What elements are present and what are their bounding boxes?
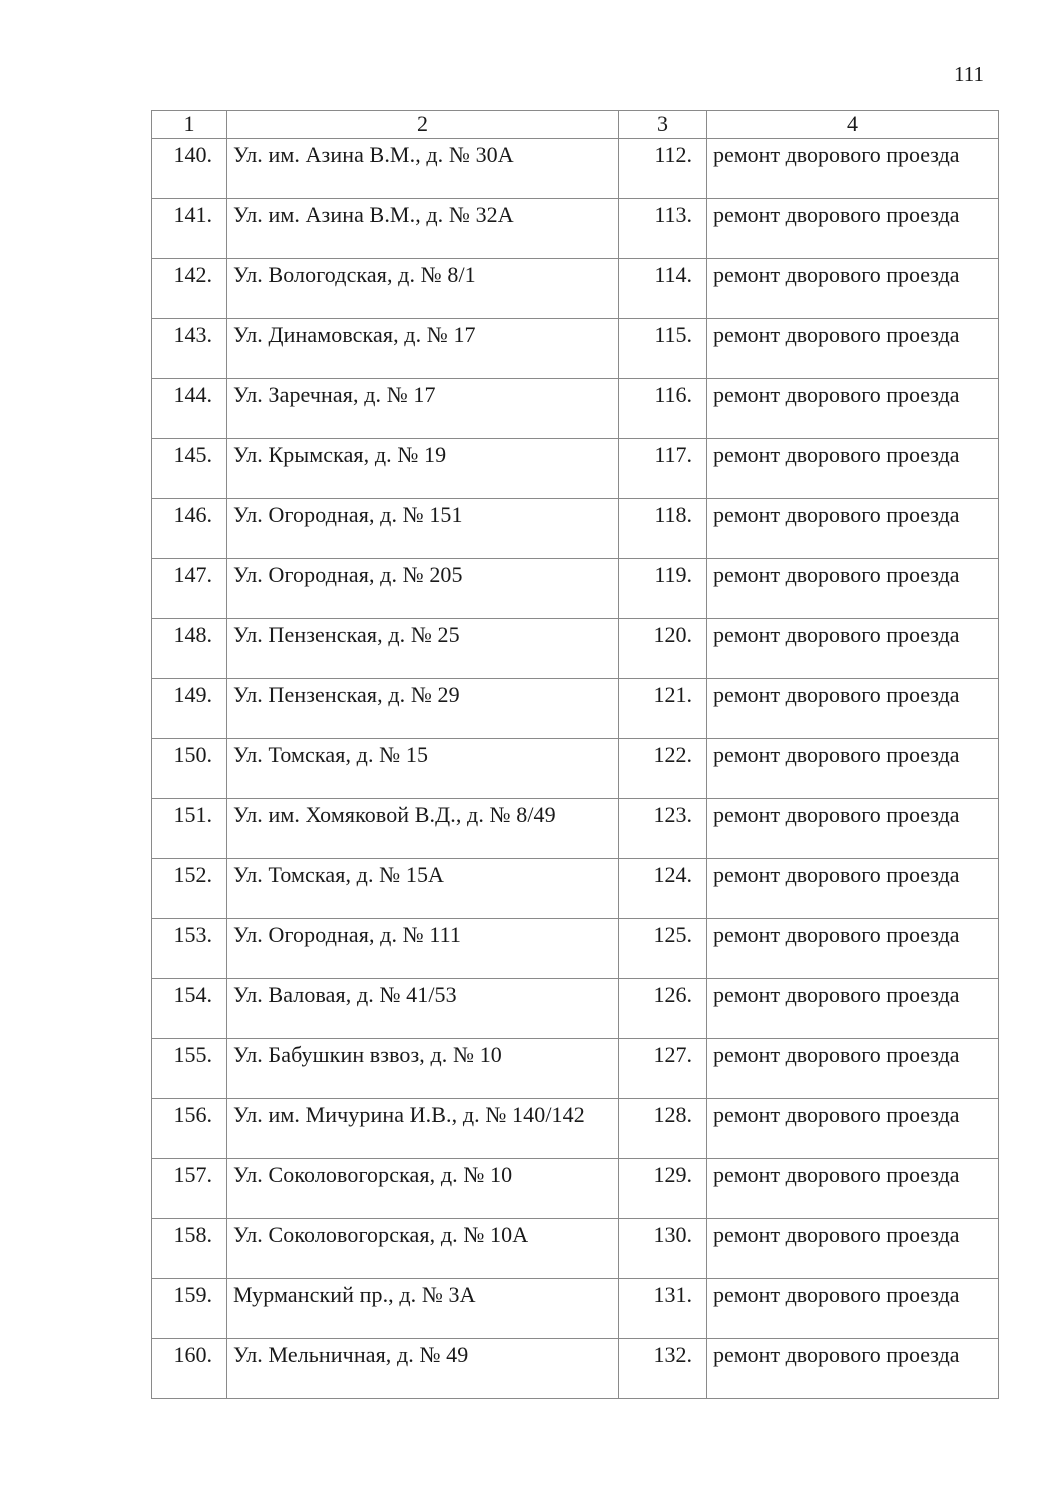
table-row: [152, 139, 999, 199]
object-number-cell: 112.: [619, 139, 707, 199]
table-row: [152, 379, 999, 439]
address-cell: Ул. Пензенская, д. № 29: [227, 679, 619, 739]
column-header-4: 4: [707, 111, 999, 139]
object-number-cell: 116.: [619, 379, 707, 439]
address-cell: Ул. им. Хомяковой В.Д., д. № 8/49: [227, 799, 619, 859]
object-number-cell: 113.: [619, 199, 707, 259]
row-number-cell: 155.: [152, 1039, 227, 1099]
address-cell: Ул. им. Азина В.М., д. № 32А: [227, 199, 619, 259]
table-row: [152, 859, 999, 919]
address-cell: Ул. Томская, д. № 15: [227, 739, 619, 799]
table-row: [152, 319, 999, 379]
table-row: [152, 439, 999, 499]
work-type-cell: ремонт дворового проезда: [707, 619, 999, 679]
work-type-cell: ремонт дворового проезда: [707, 1159, 999, 1219]
row-number-cell: 143.: [152, 319, 227, 379]
object-number-cell: 128.: [619, 1099, 707, 1159]
address-cell: Ул. Заречная, д. № 17: [227, 379, 619, 439]
table-row: [152, 739, 999, 799]
object-number-cell: 129.: [619, 1159, 707, 1219]
header-row: [152, 111, 999, 139]
object-number-cell: 127.: [619, 1039, 707, 1099]
row-number-cell: 156.: [152, 1099, 227, 1159]
row-number-cell: 157.: [152, 1159, 227, 1219]
address-cell: Ул. Соколовогорская, д. № 10: [227, 1159, 619, 1219]
object-number-cell: 130.: [619, 1219, 707, 1279]
row-number-cell: 145.: [152, 439, 227, 499]
column-header-3: 3: [619, 111, 707, 139]
address-cell: Ул. им. Мичурина И.В., д. № 140/142: [227, 1099, 619, 1159]
address-table: [151, 110, 999, 1399]
work-type-cell: ремонт дворового проезда: [707, 1039, 999, 1099]
row-number-cell: 148.: [152, 619, 227, 679]
row-number-cell: 158.: [152, 1219, 227, 1279]
column-header-2: 2: [227, 111, 619, 139]
work-type-cell: ремонт дворового проезда: [707, 979, 999, 1039]
address-cell: Ул. Огородная, д. № 111: [227, 919, 619, 979]
table-row: [152, 199, 999, 259]
address-cell: Ул. Вологодская, д. № 8/1: [227, 259, 619, 319]
work-type-cell: ремонт дворового проезда: [707, 559, 999, 619]
table-row: [152, 1339, 999, 1399]
object-number-cell: 120.: [619, 619, 707, 679]
table-row: [152, 1219, 999, 1279]
work-type-cell: ремонт дворового проезда: [707, 199, 999, 259]
work-type-cell: ремонт дворового проезда: [707, 1219, 999, 1279]
address-cell: Ул. Бабушкин взвоз, д. № 10: [227, 1039, 619, 1099]
table-row: [152, 1159, 999, 1219]
object-number-cell: 122.: [619, 739, 707, 799]
table-row: [152, 559, 999, 619]
row-number-cell: 159.: [152, 1279, 227, 1339]
address-cell: Ул. им. Азина В.М., д. № 30А: [227, 139, 619, 199]
object-number-cell: 131.: [619, 1279, 707, 1339]
address-cell: Ул. Томская, д. № 15А: [227, 859, 619, 919]
address-cell: Ул. Огородная, д. № 151: [227, 499, 619, 559]
work-type-cell: ремонт дворового проезда: [707, 859, 999, 919]
work-type-cell: ремонт дворового проезда: [707, 319, 999, 379]
object-number-cell: 118.: [619, 499, 707, 559]
row-number-cell: 140.: [152, 139, 227, 199]
table-body: [152, 139, 999, 1399]
row-number-cell: 142.: [152, 259, 227, 319]
table-row: [152, 799, 999, 859]
work-type-cell: ремонт дворового проезда: [707, 679, 999, 739]
row-number-cell: 144.: [152, 379, 227, 439]
row-number-cell: 154.: [152, 979, 227, 1039]
row-number-cell: 150.: [152, 739, 227, 799]
page-number: 111: [954, 62, 984, 86]
row-number-cell: 146.: [152, 499, 227, 559]
work-type-cell: ремонт дворового проезда: [707, 139, 999, 199]
work-type-cell: ремонт дворового проезда: [707, 1339, 999, 1399]
table-row: [152, 979, 999, 1039]
object-number-cell: 125.: [619, 919, 707, 979]
table-row: [152, 1099, 999, 1159]
object-number-cell: 119.: [619, 559, 707, 619]
work-type-cell: ремонт дворового проезда: [707, 259, 999, 319]
object-number-cell: 124.: [619, 859, 707, 919]
address-cell: Ул. Мельничная, д. № 49: [227, 1339, 619, 1399]
object-number-cell: 115.: [619, 319, 707, 379]
address-cell: Ул. Соколовогорская, д. № 10А: [227, 1219, 619, 1279]
work-type-cell: ремонт дворового проезда: [707, 919, 999, 979]
object-number-cell: 123.: [619, 799, 707, 859]
table-row: [152, 619, 999, 679]
table-row: [152, 679, 999, 739]
object-number-cell: 114.: [619, 259, 707, 319]
work-type-cell: ремонт дворового проезда: [707, 739, 999, 799]
work-type-cell: ремонт дворового проезда: [707, 1099, 999, 1159]
address-cell: Мурманский пр., д. № 3А: [227, 1279, 619, 1339]
work-type-cell: ремонт дворового проезда: [707, 499, 999, 559]
work-type-cell: ремонт дворового проезда: [707, 439, 999, 499]
table-row: [152, 919, 999, 979]
column-header-1: 1: [152, 111, 227, 139]
address-cell: Ул. Пензенская, д. № 25: [227, 619, 619, 679]
table-header: [152, 111, 999, 139]
object-number-cell: 121.: [619, 679, 707, 739]
object-number-cell: 132.: [619, 1339, 707, 1399]
row-number-cell: 149.: [152, 679, 227, 739]
work-type-cell: ремонт дворового проезда: [707, 1279, 999, 1339]
row-number-cell: 152.: [152, 859, 227, 919]
address-cell: Ул. Динамовская, д. № 17: [227, 319, 619, 379]
row-number-cell: 147.: [152, 559, 227, 619]
row-number-cell: 151.: [152, 799, 227, 859]
table-row: [152, 499, 999, 559]
address-cell: Ул. Огородная, д. № 205: [227, 559, 619, 619]
object-number-cell: 117.: [619, 439, 707, 499]
address-cell: Ул. Крымская, д. № 19: [227, 439, 619, 499]
work-type-cell: ремонт дворового проезда: [707, 379, 999, 439]
row-number-cell: 160.: [152, 1339, 227, 1399]
table-row: [152, 259, 999, 319]
row-number-cell: 153.: [152, 919, 227, 979]
table-row: [152, 1279, 999, 1339]
table-row: [152, 1039, 999, 1099]
address-cell: Ул. Валовая, д. № 41/53: [227, 979, 619, 1039]
object-number-cell: 126.: [619, 979, 707, 1039]
work-type-cell: ремонт дворового проезда: [707, 799, 999, 859]
row-number-cell: 141.: [152, 199, 227, 259]
